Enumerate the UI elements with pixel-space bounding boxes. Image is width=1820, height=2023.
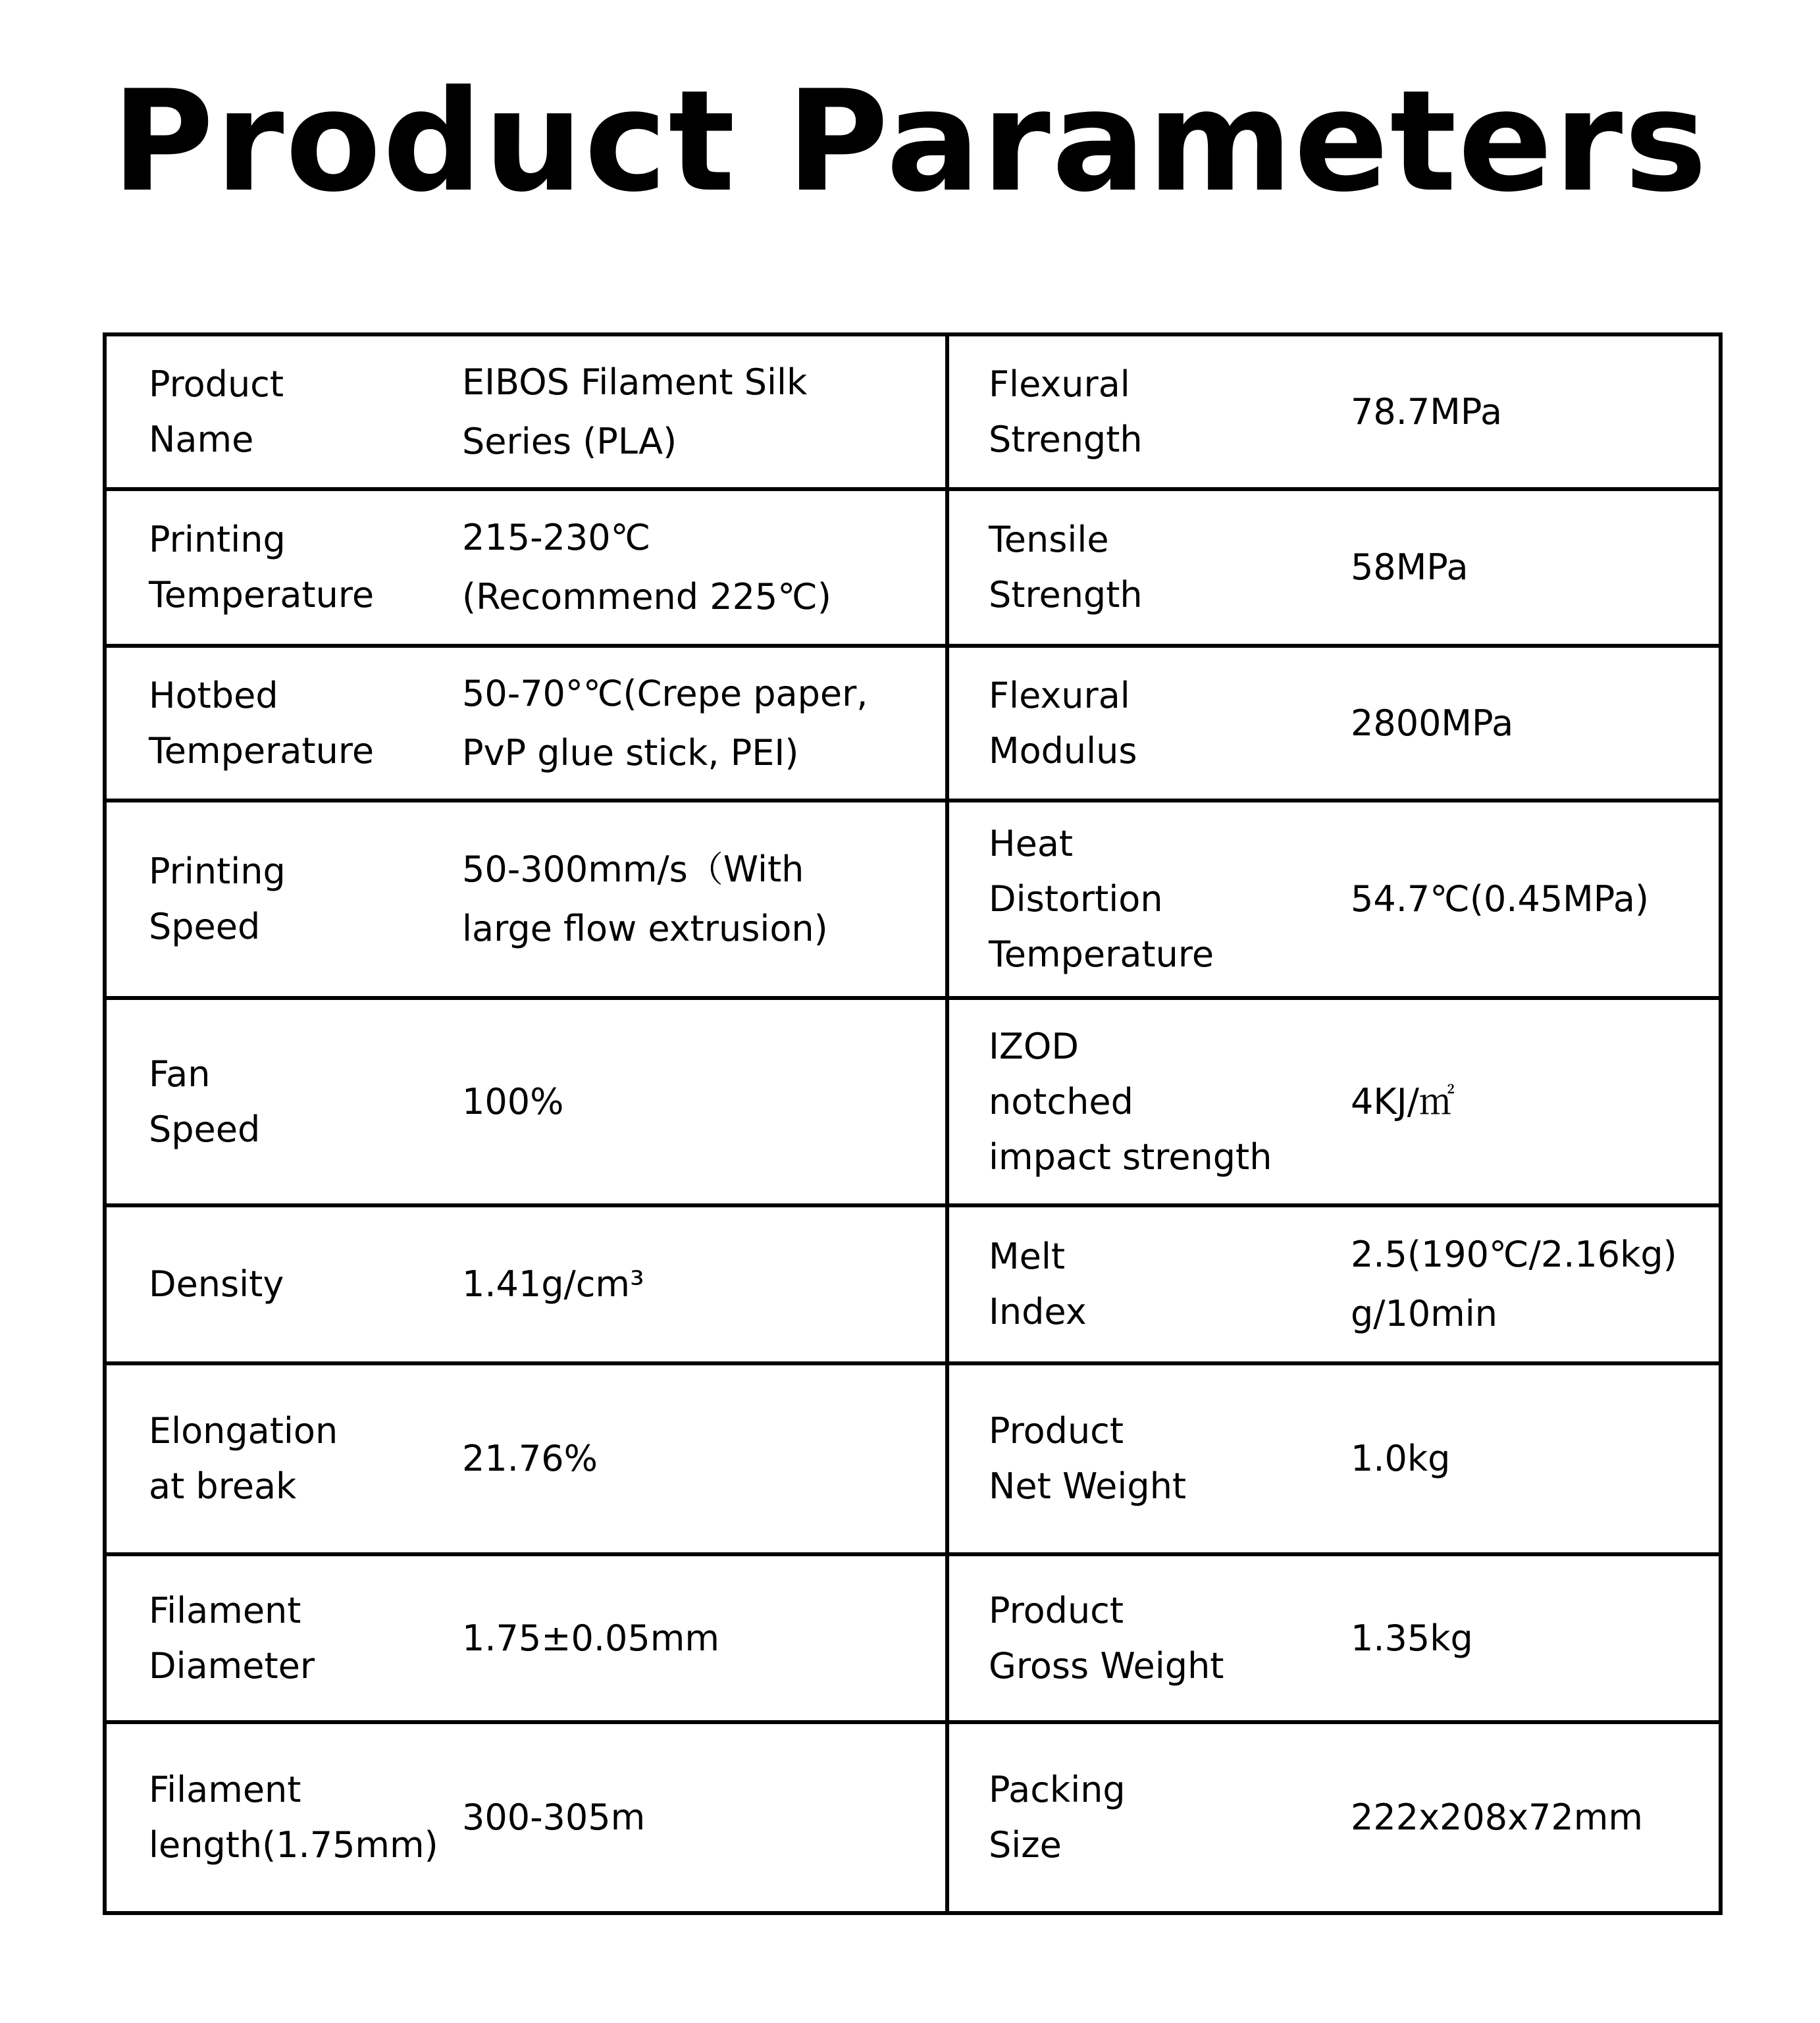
param-cell-right: [947, 334, 1721, 489]
param-label: Packing Size: [989, 1769, 1126, 1866]
param-cell-right: [947, 646, 1721, 801]
param-cell-right: [947, 489, 1721, 646]
table-row: [105, 1554, 1721, 1722]
param-cell-right: [947, 1722, 1721, 1913]
param-value: 215-230℃ (Recommend 225℃): [462, 517, 831, 617]
param-value: 50-300mm/s（With large flow extrusion): [462, 849, 828, 949]
param-cell-left: [105, 1363, 947, 1554]
table-row: [105, 801, 1721, 998]
param-value: 100%: [462, 1080, 564, 1122]
param-cell-right: [947, 1363, 1721, 1554]
param-value: 58MPa: [1351, 546, 1469, 588]
table-row: [105, 646, 1721, 801]
param-label: Printing Temperature: [149, 519, 375, 616]
param-value: 1.75±0.05mm: [462, 1617, 719, 1659]
param-cell-left: [105, 334, 947, 489]
param-cell-left: [105, 489, 947, 646]
param-value: 1.0kg: [1351, 1438, 1451, 1479]
param-cell-left: [105, 998, 947, 1205]
param-label: Tensile Strength: [989, 519, 1143, 616]
param-value: 2800MPa: [1351, 702, 1514, 744]
param-cell-right: [947, 801, 1721, 998]
param-label: Product Gross Weight: [989, 1589, 1224, 1687]
param-label: Filament length(1.75mm): [149, 1769, 438, 1866]
param-cell-right: [947, 1554, 1721, 1722]
param-cell-left: [105, 1554, 947, 1722]
param-label: Elongation at break: [149, 1410, 338, 1507]
param-label: Melt Index: [989, 1236, 1087, 1332]
param-cell-left: [105, 646, 947, 801]
param-label: Product Name: [149, 363, 284, 460]
table-row: [105, 1363, 1721, 1554]
param-value: 222x208x72mm: [1351, 1797, 1643, 1838]
param-cell-left: [105, 1722, 947, 1913]
param-value: 1.41g/cm³: [462, 1263, 644, 1305]
param-cell-right: [947, 998, 1721, 1205]
table-row: [105, 1722, 1721, 1913]
param-value: 4KJ/㎡: [1351, 1080, 1455, 1122]
param-label: Product Net Weight: [989, 1410, 1187, 1507]
param-label: Flexural Strength: [989, 363, 1143, 460]
page-title: Product Parameters: [111, 60, 1709, 223]
param-label: Fan Speed: [149, 1053, 261, 1150]
table-row: [105, 489, 1721, 646]
table-row: [105, 998, 1721, 1205]
param-cell-right: [947, 1205, 1721, 1363]
table-row: [105, 1205, 1721, 1363]
param-value: 2.5(190℃/2.16kg) g/10min: [1351, 1234, 1677, 1334]
param-value: 54.7℃(0.45MPa): [1351, 878, 1650, 920]
parameters-table: [103, 332, 1723, 1915]
param-value: EIBOS Filament Silk Series (PLA): [462, 361, 808, 462]
param-label: Heat Distortion Temperature: [989, 823, 1214, 975]
param-label: Flexural Modulus: [989, 674, 1137, 772]
param-label: Filament Diameter: [149, 1589, 315, 1687]
param-value: 21.76%: [462, 1438, 598, 1479]
param-label: Printing Speed: [149, 851, 286, 947]
param-value: 78.7MPa: [1351, 390, 1503, 433]
param-cell-left: [105, 801, 947, 998]
param-value: 50-70°℃(Crepe paper, PvP glue stick, PEI): [462, 672, 868, 774]
table-row: [105, 334, 1721, 489]
param-value: 300-305m: [462, 1797, 646, 1838]
param-label: IZOD notched impact strength: [989, 1025, 1272, 1178]
param-value: 1.35kg: [1351, 1617, 1473, 1659]
param-label: Density: [149, 1263, 284, 1305]
param-label: Hotbed Temperature: [149, 674, 375, 772]
param-cell-left: [105, 1205, 947, 1363]
